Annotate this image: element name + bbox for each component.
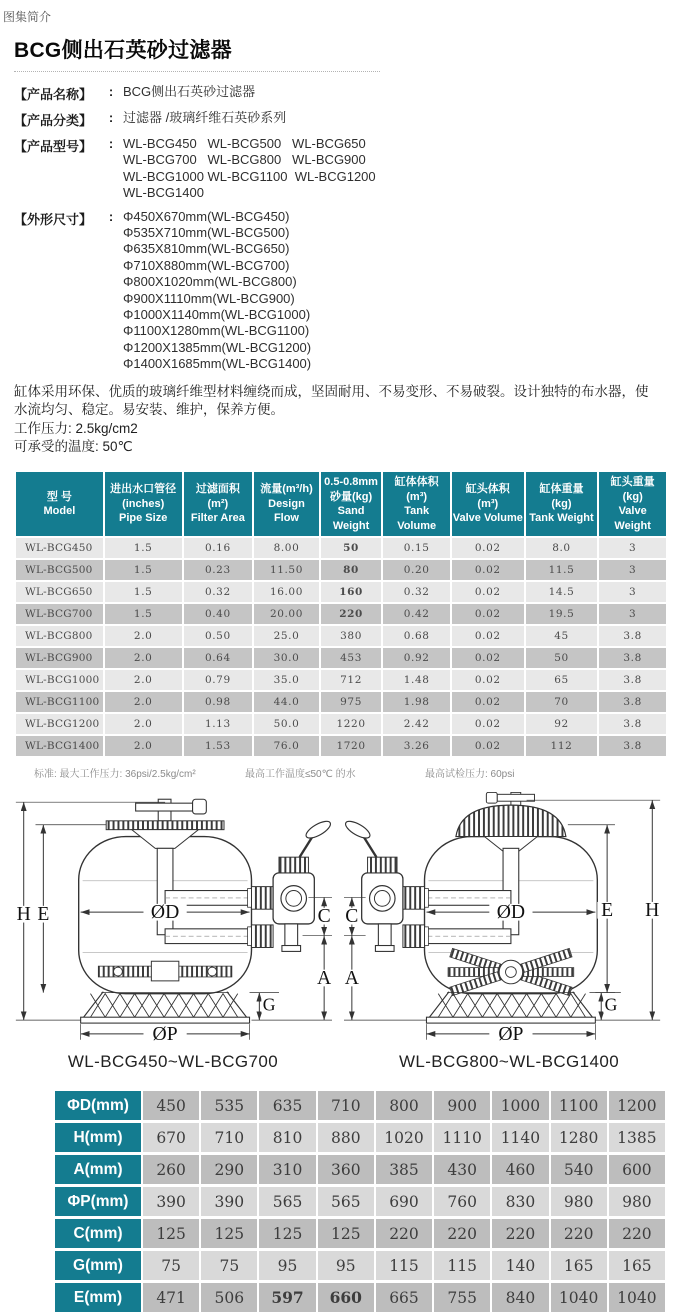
info-label: 【产品型号】 — [14, 139, 93, 154]
spec-cell: 2.0 — [105, 648, 182, 668]
spec-cell: 3 — [599, 604, 666, 624]
filter-drawing-large — [344, 792, 674, 1048]
dim-cell: 125 — [143, 1219, 199, 1248]
spec-cell: 0.32 — [184, 582, 253, 602]
dim-cell: 450 — [143, 1091, 199, 1120]
dim-row-header: G(mm) — [55, 1251, 141, 1280]
spec-header-cell: 缸头重量 (kg) Valve Weight — [599, 472, 666, 536]
spec-row — [16, 736, 666, 756]
dim-label-G: G — [604, 994, 618, 1015]
dim-cell: 800 — [376, 1091, 432, 1120]
spec-cell: 112 — [526, 736, 598, 756]
dim-cell: 1110 — [434, 1123, 490, 1152]
spec-cell: 0.02 — [452, 626, 524, 646]
spec-cell: 0.02 — [452, 560, 524, 580]
spec-cell: 44.0 — [254, 692, 319, 712]
spec-cell: 20.00 — [254, 604, 319, 624]
spec-cell: 8.00 — [254, 538, 319, 558]
dim-cell: 260 — [143, 1155, 199, 1184]
page-title: BCG侧出石英砂过滤器 — [14, 39, 232, 62]
dim-cell: 165 — [551, 1251, 607, 1280]
spec-cell: 2.0 — [105, 692, 182, 712]
dim-cell: 1280 — [551, 1123, 607, 1152]
spec-cell: 0.02 — [452, 604, 524, 624]
dim-label-E: E — [37, 904, 50, 926]
dim-cell: 635 — [259, 1091, 315, 1120]
spec-cell: 2.0 — [105, 670, 182, 690]
dim-cell: 660 — [318, 1283, 374, 1312]
description-line: 可承受的温度: 50℃ — [14, 439, 133, 455]
filter-diagram-small — [8, 792, 338, 1072]
dim-cell: 540 — [551, 1155, 607, 1184]
dim-cell: 220 — [376, 1219, 432, 1248]
union-coupling — [403, 925, 425, 948]
spec-cell: 3.8 — [599, 648, 666, 668]
spec-model-cell: WL-BCG700 — [16, 604, 103, 624]
spec-row — [16, 670, 666, 690]
dim-label-C: C — [317, 906, 331, 928]
spec-header-cell: 进出水口管径 (inches) Pipe Size — [105, 472, 182, 536]
dim-cell: 1200 — [609, 1091, 665, 1120]
dim-cell: 710 — [318, 1091, 374, 1120]
spec-cell: 3 — [599, 582, 666, 602]
dim-row-header: ΦP(mm) — [55, 1187, 141, 1216]
spec-cell: 1.5 — [105, 538, 182, 558]
base-plate — [426, 1017, 595, 1023]
info-value-line: WL-BCG450 WL-BCG500 WL-BCG650 — [123, 136, 366, 151]
spec-cell: 92 — [526, 714, 598, 734]
spec-cell: 50.0 — [254, 714, 319, 734]
dim-cell: 75 — [143, 1251, 199, 1280]
footnote: 标准: 最大工作压力: 36psi/2.5kg/cm² — [34, 769, 196, 781]
dim-cell: 390 — [143, 1187, 199, 1216]
dim-cell: 506 — [201, 1283, 257, 1312]
spec-cell: 14.5 — [526, 582, 598, 602]
dim-cell: 95 — [318, 1251, 374, 1280]
spec-cell: 2.0 — [105, 736, 182, 756]
dim-cell: 1040 — [551, 1283, 607, 1312]
dim-cell: 755 — [434, 1283, 490, 1312]
spec-cell: 3.8 — [599, 692, 666, 712]
info-value-line: Φ535X710mm(WL-BCG500) — [123, 225, 290, 241]
dim-cell: 710 — [201, 1123, 257, 1152]
spec-model-cell: WL-BCG1200 — [16, 714, 103, 734]
dimension-row — [55, 1123, 665, 1152]
dim-cell: 125 — [259, 1219, 315, 1248]
spec-header-cell: 缸头体积 (m³) Valve Volume — [452, 472, 524, 536]
dim-cell: 1040 — [609, 1283, 665, 1312]
spec-cell: 0.20 — [383, 560, 450, 580]
info-value — [123, 110, 286, 129]
diagram-section — [8, 792, 680, 1072]
spec-header-cell: 缸体体积 (m³) Tank Volume — [383, 472, 450, 536]
dim-cell: 600 — [609, 1155, 665, 1184]
dim-label-ØD: ØD — [150, 902, 180, 924]
valve-handle — [344, 818, 372, 841]
spec-model-cell: WL-BCG650 — [16, 582, 103, 602]
spec-cell: 76.0 — [254, 736, 319, 756]
dim-cell: 900 — [434, 1091, 490, 1120]
dimension-row — [55, 1091, 665, 1120]
dim-cell: 430 — [434, 1155, 490, 1184]
sight-glass — [486, 792, 497, 803]
spec-cell: 0.15 — [383, 538, 450, 558]
dim-label-G: G — [262, 994, 276, 1015]
dim-cell: 840 — [492, 1283, 548, 1312]
dim-cell: 220 — [551, 1219, 607, 1248]
dim-cell: 565 — [259, 1187, 315, 1216]
spec-cell: 16.00 — [254, 582, 319, 602]
spec-cell: 11.50 — [254, 560, 319, 580]
description-line: 工作压力: 2.5kg/cm2 — [14, 420, 138, 436]
spec-model-cell: WL-BCG1400 — [16, 736, 103, 756]
spec-model-cell: WL-BCG500 — [16, 560, 103, 580]
info-value — [123, 209, 311, 373]
dim-label-E: E — [601, 900, 614, 922]
spec-cell: 1.53 — [184, 736, 253, 756]
spec-cell: 220 — [321, 604, 382, 624]
spec-cell: 2.0 — [105, 714, 182, 734]
spec-cell: 975 — [321, 692, 382, 712]
lower-pipe — [165, 929, 255, 944]
spec-cell: 2.42 — [383, 714, 450, 734]
spec-cell: 0.92 — [383, 648, 450, 668]
spec-header-cell: 0.5-0.8mm 砂量(kg) Sand Weight — [321, 472, 382, 536]
footnote: 最高试检压力: 60psi — [425, 769, 515, 781]
spec-cell: 453 — [321, 648, 382, 668]
info-label: 【产品分类】 — [14, 113, 93, 128]
dimension-row — [55, 1283, 665, 1312]
dim-cell: 75 — [201, 1251, 257, 1280]
spec-row — [16, 604, 666, 624]
product-info-list — [14, 84, 680, 373]
dim-cell: 670 — [143, 1123, 199, 1152]
dome-lid — [456, 805, 566, 836]
dimension-row — [55, 1187, 665, 1216]
spec-cell: 0.42 — [383, 604, 450, 624]
info-colon: : — [108, 110, 114, 125]
lower-pipe — [421, 929, 511, 944]
description-line: 缸体采用环保、优质的玻璃纤维型材料缠绕而成，坚固耐用、不易变形、不易破裂。设计独特的布水器，使 — [14, 383, 649, 399]
spec-footnotes — [34, 765, 680, 780]
valve-handle — [304, 818, 332, 841]
info-value-line: WL-BCG700 WL-BCG800 WL-BCG900 — [123, 152, 366, 168]
spec-cell: 8.0 — [526, 538, 598, 558]
info-row — [14, 84, 680, 103]
spec-row — [16, 648, 666, 668]
dim-label-ØD: ØD — [496, 902, 526, 924]
info-label: 【产品名称】 — [14, 87, 93, 102]
dim-cell: 535 — [201, 1091, 257, 1120]
dim-cell: 220 — [609, 1219, 665, 1248]
spec-cell: 1.5 — [105, 560, 182, 580]
dim-label-ØP: ØP — [152, 1023, 178, 1045]
info-colon: : — [108, 136, 114, 151]
dimension-row — [55, 1155, 665, 1184]
dim-cell: 360 — [318, 1155, 374, 1184]
spec-cell: 0.50 — [184, 626, 253, 646]
spec-cell: 50 — [526, 648, 598, 668]
dim-cell: 1020 — [376, 1123, 432, 1152]
diagram-caption: WL-BCG450~WL-BCG700 — [67, 1052, 279, 1072]
spec-cell: 11.5 — [526, 560, 598, 580]
dim-cell: 115 — [376, 1251, 432, 1280]
info-value-line: Φ1100X1280mm(WL-BCG1100) — [123, 323, 310, 339]
dim-cell: 760 — [434, 1187, 490, 1216]
spec-model-cell: WL-BCG900 — [16, 648, 103, 668]
info-row — [14, 110, 680, 129]
lateral-hub — [151, 961, 178, 981]
dim-cell: 980 — [609, 1187, 665, 1216]
spec-cell: 3.26 — [383, 736, 450, 756]
spec-cell: 25.0 — [254, 626, 319, 646]
info-value-line: Φ1200X1385mm(WL-BCG1200) — [123, 339, 312, 355]
dim-cell: 1385 — [609, 1123, 665, 1152]
spec-header-cell: 型 号 Model — [16, 472, 103, 536]
spec-cell: 0.02 — [452, 670, 524, 690]
spec-cell: 65 — [526, 670, 598, 690]
dimension-table — [53, 1088, 667, 1315]
spec-cell: 0.40 — [184, 604, 253, 624]
dim-row-header: ΦD(mm) — [55, 1091, 141, 1120]
spec-cell: 3 — [599, 538, 666, 558]
spec-cell: 0.02 — [452, 714, 524, 734]
sight-glass — [193, 799, 207, 814]
info-colon: : — [108, 208, 114, 224]
spec-cell: 30.0 — [254, 648, 319, 668]
spec-cell: 380 — [321, 626, 382, 646]
spec-model-cell: WL-BCG450 — [16, 538, 103, 558]
diagram-caption: WL-BCG800~WL-BCG1400 — [398, 1052, 620, 1072]
spec-row — [16, 538, 666, 558]
dim-cell: 690 — [376, 1187, 432, 1216]
spec-cell: 45 — [526, 626, 598, 646]
spec-cell: 19.5 — [526, 604, 598, 624]
dim-cell: 565 — [318, 1187, 374, 1216]
footnote: 最高工作温度≤50℃ 的水 — [245, 769, 356, 781]
info-value-line: WL-BCG1400 — [123, 185, 204, 201]
description-line: 水流均匀、稳定。易安装、维护，保养方便。 — [14, 402, 284, 418]
info-value-line: Φ900X1110mm(WL-BCG900) — [123, 290, 295, 306]
spec-cell: 35.0 — [254, 670, 319, 690]
dim-cell: 220 — [434, 1219, 490, 1248]
spec-cell: 0.16 — [184, 538, 253, 558]
dim-label-H: H — [16, 904, 31, 926]
info-value-line: Φ450X670mm(WL-BCG450) — [123, 208, 290, 224]
info-row — [14, 209, 680, 373]
dim-row-header: A(mm) — [55, 1155, 141, 1184]
spec-cell: 0.02 — [452, 648, 524, 668]
dim-cell: 471 — [143, 1283, 199, 1312]
spec-cell: 1.5 — [105, 582, 182, 602]
spec-cell: 2.0 — [105, 626, 182, 646]
dim-cell: 830 — [492, 1187, 548, 1216]
dim-label-A: A — [317, 967, 332, 989]
info-value-line: WL-BCG1000 WL-BCG1100 WL-BCG1200 — [123, 168, 376, 184]
spec-header-cell: 过滤面积 (m²) Filter Area — [184, 472, 253, 536]
spec-cell: 3.8 — [599, 626, 666, 646]
spec-cell: 3.8 — [599, 736, 666, 756]
clamp-flange — [106, 821, 224, 830]
spec-model-cell: WL-BCG800 — [16, 626, 103, 646]
union-coupling — [251, 925, 273, 948]
spec-cell: 0.02 — [452, 582, 524, 602]
dim-cell: 665 — [376, 1283, 432, 1312]
spec-cell: 0.02 — [452, 538, 524, 558]
info-value-line: Φ710X880mm(WL-BCG700) — [123, 257, 290, 273]
spec-table — [14, 470, 668, 758]
spec-cell: 1.98 — [383, 692, 450, 712]
dim-row-header: C(mm) — [55, 1219, 141, 1248]
info-colon: : — [108, 84, 114, 99]
dim-cell: 980 — [551, 1187, 607, 1216]
top-bar — [136, 803, 193, 811]
spec-cell: 0.23 — [184, 560, 253, 580]
dim-label-C: C — [345, 906, 359, 928]
spec-cell: 1.48 — [383, 670, 450, 690]
dim-label-ØP: ØP — [498, 1023, 524, 1045]
dim-cell: 95 — [259, 1251, 315, 1280]
dim-cell: 460 — [492, 1155, 548, 1184]
spec-model-cell: WL-BCG1000 — [16, 670, 103, 690]
spec-cell: 0.02 — [452, 692, 524, 712]
spec-header-cell: 流量(m³/h) Design Flow — [254, 472, 319, 536]
dim-cell: 140 — [492, 1251, 548, 1280]
dim-label-H: H — [645, 900, 660, 922]
title-underline — [14, 34, 380, 72]
dim-cell: 1140 — [492, 1123, 548, 1152]
spec-cell: 0.68 — [383, 626, 450, 646]
info-value-line: Φ800X1020mm(WL-BCG800) — [123, 274, 297, 290]
dim-cell: 125 — [201, 1219, 257, 1248]
dim-cell: 390 — [201, 1187, 257, 1216]
info-value-line: 过滤器 /玻璃纤维石英砂系列 — [123, 110, 287, 125]
spec-cell: 1.5 — [105, 604, 182, 624]
dim-cell: 290 — [201, 1155, 257, 1184]
spec-cell: 0.79 — [184, 670, 253, 690]
spec-cell: 50 — [321, 538, 382, 558]
dim-cell: 125 — [318, 1219, 374, 1248]
dim-label-A: A — [344, 967, 359, 989]
dim-row-header: E(mm) — [55, 1283, 141, 1312]
spec-cell: 712 — [321, 670, 382, 690]
spec-cell: 70 — [526, 692, 598, 712]
dim-cell: 310 — [259, 1155, 315, 1184]
dim-cell: 385 — [376, 1155, 432, 1184]
spec-cell: 1720 — [321, 736, 382, 756]
dim-cell: 597 — [259, 1283, 315, 1312]
info-value-line: Φ1000X1140mm(WL-BCG1000) — [123, 307, 311, 323]
dim-cell: 220 — [492, 1219, 548, 1248]
spec-cell: 1.13 — [184, 714, 253, 734]
filter-drawing-small — [8, 792, 338, 1048]
section-label: 图集简介 — [3, 10, 52, 24]
spec-row — [16, 560, 666, 580]
spec-header-cell: 缸体重量 (kg) Tank Weight — [526, 472, 598, 536]
info-value-line: Φ1400X1685mm(WL-BCG1400) — [123, 356, 312, 372]
dimension-row — [55, 1219, 665, 1248]
spec-cell: 3 — [599, 560, 666, 580]
info-label: 【外形尺寸】 — [14, 211, 93, 227]
spec-row — [16, 714, 666, 734]
product-description — [14, 383, 666, 457]
spec-row — [16, 692, 666, 712]
spec-row — [16, 626, 666, 646]
spec-cell: 3.8 — [599, 670, 666, 690]
spec-cell: 0.02 — [452, 736, 524, 756]
union-coupling — [403, 887, 425, 910]
spec-cell: 0.98 — [184, 692, 253, 712]
dim-cell: 115 — [434, 1251, 490, 1280]
spec-cell: 160 — [321, 582, 382, 602]
spec-cell: 0.32 — [383, 582, 450, 602]
dim-cell: 810 — [259, 1123, 315, 1152]
info-value-line: Φ635X810mm(WL-BCG650) — [123, 241, 290, 257]
spec-cell: 3.8 — [599, 714, 666, 734]
dim-cell: 165 — [609, 1251, 665, 1280]
spec-row — [16, 582, 666, 602]
dim-row-header: H(mm) — [55, 1123, 141, 1152]
dim-cell: 1100 — [551, 1091, 607, 1120]
spec-model-cell: WL-BCG1100 — [16, 692, 103, 712]
dim-cell: 1000 — [492, 1091, 548, 1120]
spec-cell: 0.64 — [184, 648, 253, 668]
union-coupling — [251, 887, 273, 910]
dim-cell: 880 — [318, 1123, 374, 1152]
info-value — [123, 84, 255, 103]
info-value — [123, 136, 376, 202]
spec-cell: 80 — [321, 560, 382, 580]
info-row — [14, 136, 680, 202]
filter-diagram-large — [344, 792, 674, 1072]
spec-cell: 1220 — [321, 714, 382, 734]
info-value-line: BCG侧出石英砂过滤器 — [123, 84, 256, 99]
base-plate — [81, 1017, 250, 1023]
